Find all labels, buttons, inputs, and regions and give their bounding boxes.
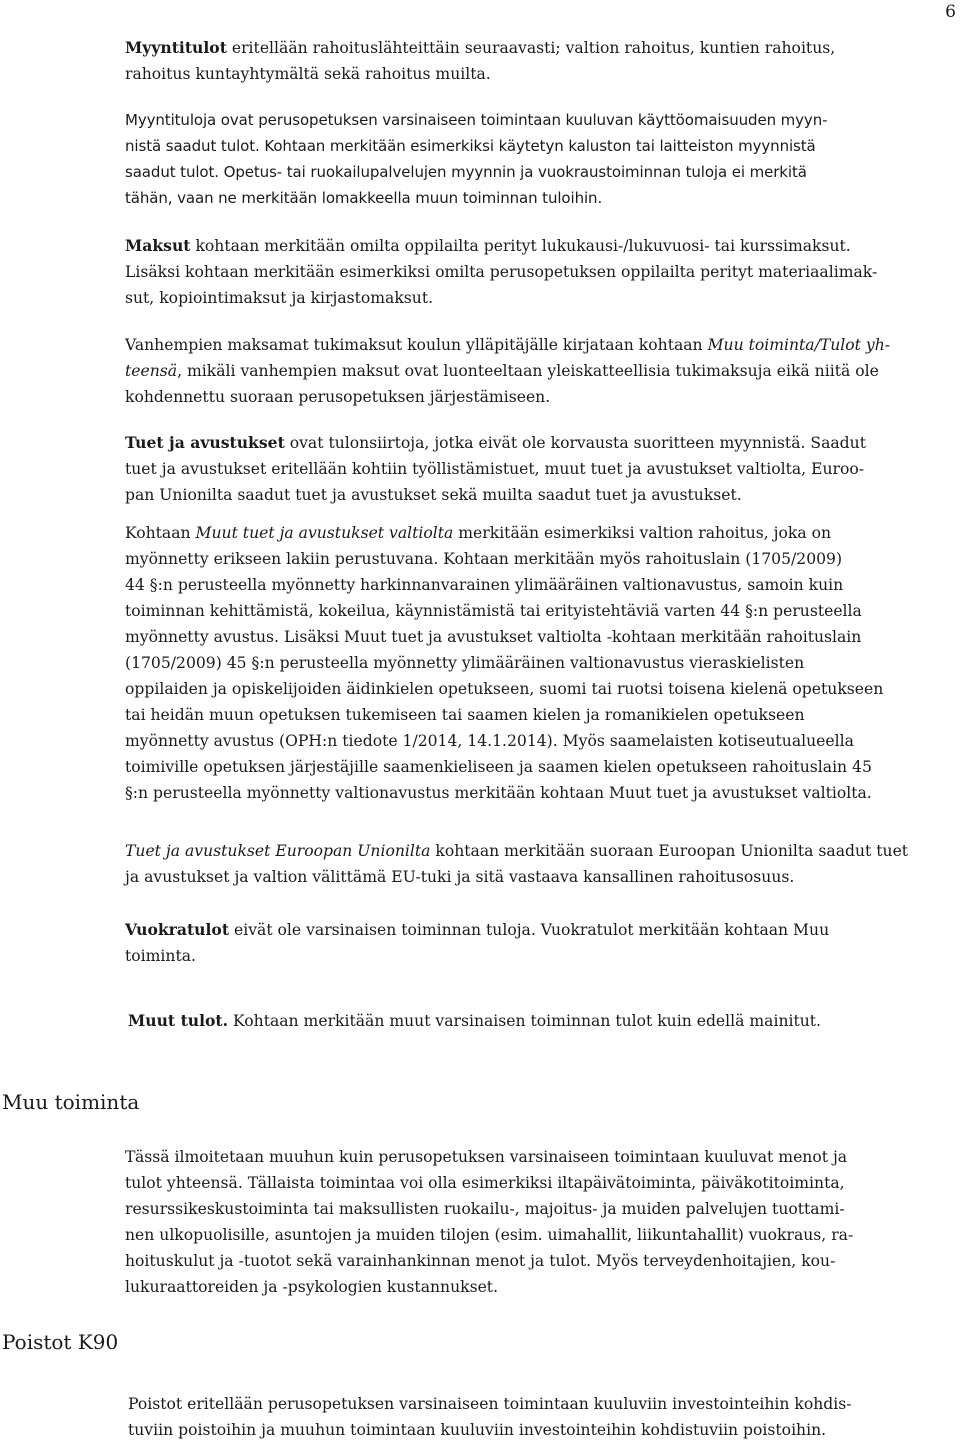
vuokratulot-paragraph: Vuokratulot eivät ole varsinaisen toiminnan tuloja. Vuokratulot merkitään kohtaan Muu toiminta. [125,920,830,965]
maksut-paragraph: Maksut kohtaan merkitään omilta oppilailta perityt lukukausi-/lukuvuosi- tai kurssimaksut. Lisäksi kohtaan merkitään esimerkiksi omilta perusopetuksen oppilailta perityt materiaalimak- sut, kopiointimaksut ja kirjastomaksut. [125,236,878,307]
section-heading-muu-toiminta: Muu toiminta [2,1090,140,1114]
vuokratulot-title: Vuokratulot [125,920,230,939]
vanhempien-paragraph: Vanhempien maksamat tukimaksut koulun ylläpitäjälle kirjataan kohtaan Muu toiminta/Tulot yh- teensä, mikäli vanhempien maksut ovat luonteeltaan yleiskatteellisia tukimaksuja eikä niitä ole kohdennettu suoraan perusopetuksen järjestämiseen. [125,336,891,406]
tuet-title: Tuet ja avustukset [125,433,285,452]
muut-tuet-valtiolta-paragraph: Kohtaan Muut tuet ja avustukset valtiolta merkitään esimerkiksi valtion rahoitus, joka on myönnetty erikseen lakiin perustuvana. Kohtaan merkitään myös rahoituslain (1705/2009) 44 §:n perusteella myönnetty harkinnanvarainen ylimääräinen valtionavustus, samoin kuin toiminnan kehittämistä, kokeilua, käynnistämistä tai erityistehtäviä varten 44 §:n perusteella myönnetty avustus. Lisäksi Muut tuet ja avustukset valtiolta -kohtaan merkitään rahoituslain (1705/2009) 45 §:n perusteella myönnetty ylimääräinen valtionavustus vieraskielisten oppilaiden ja opiskelijoiden äidinkielen opetukseen, suomi tai ruotsi toisena kielenä opetukseen tai heidän muun opetuksen tukemiseen tai saamen kielen ja romanikielen opetukseen myönnetty avustus (OPH:n tiedote 1/2014, 14.1.2014). Myös saamelaisten kotiseutualueella toimiville opetuksen järjestäjille saamenkieliseen ja saamen kielen opetukseen rahoituslain 45 §:n perusteella myönnetty valtionavustus merkitään kohtaan Muut tuet ja avustukset valtiolta. [125,524,884,802]
page-number: 6 [945,2,956,22]
section-heading-poistot: Poistot K90 [2,1330,119,1354]
tuet-paragraph: Tuet ja avustukset ovat tulonsiirtoja, jotka eivät ole korvausta suoritteen myynnistä. Saadut tuet ja avustukset eritellään kohtiin työllistämistuet, muut tuet ja avustukset valtiolta, Euroo- pan Unionilta saadut tuet ja avustukset sekä muilta saadut tuet ja avustukset. [125,433,866,504]
myyntitulot-detail-paragraph: Myyntituloja ovat perusopetuksen varsinaiseen toimintaan kuuluvan käyttöomaisuuden myyn- nistä saadut tulot. Kohtaan merkitään esimerkiksi käytetyn kaluston tai laitteiston myynnistä saadut tulot. Opetus- tai ruokailupalvelujen myynnin ja vuokraustoiminnan tuloja ei merkitä tähän, vaan ne merkitään lomakkeella muun toiminnan tuloihin. [125,111,828,207]
myyntitulot-paragraph: Myyntitulot eritellään rahoituslähteittäin seuraavasti; valtion rahoitus, kuntien rahoitus, rahoitus kuntayhtymältä sekä rahoitus muilta. [125,38,836,83]
eu-tuet-paragraph: Tuet ja avustukset Euroopan Unionilta kohtaan merkitään suoraan Euroopan Unionilta saadut tuet ja avustukset ja valtion välittämä EU-tuki ja sitä vastaava kansallinen rahoitusosuus. [125,842,909,886]
muut-tulot-title: Muut tulot. [128,1011,229,1030]
myyntitulot-title: Myyntitulot [125,38,227,57]
maksut-title: Maksut [125,236,191,255]
poistot-paragraph: Poistot eritellään perusopetuksen varsinaiseen toimintaan kuuluviin investointeihin kohdis- tuviin poistoihin ja muuhun toimintaan kuuluviin investointeihin kohdistuviin poistoihin. [128,1395,852,1439]
muut-tulot-paragraph: Muut tulot. Kohtaan merkitään muut varsinaisen toiminnan tulot kuin edellä mainitut. [128,1011,822,1030]
muu-toiminta-paragraph: Tässä ilmoitetaan muuhun kuin perusopetuksen varsinaiseen toimintaan kuuluvat menot ja tulot yhteensä. Tällaista toimintaa voi olla esimerkiksi iltapäivätoiminta, päiväkotitoiminta, resurssikeskustoiminta tai maksullisten ruokailu-, majoitus- ja muiden palvelujen tuottami- nen ulkopuolisille, asuntojen ja muiden tilojen (esim. uimahallit, liikuntahallit) vuokraus, ra- hoituskulut ja -tuotot sekä varainhankinnan menot ja tulot. Myös terveydenhoitajien, kou- lukuraattoreiden ja -psykologien kustannukset. [125,1148,854,1296]
